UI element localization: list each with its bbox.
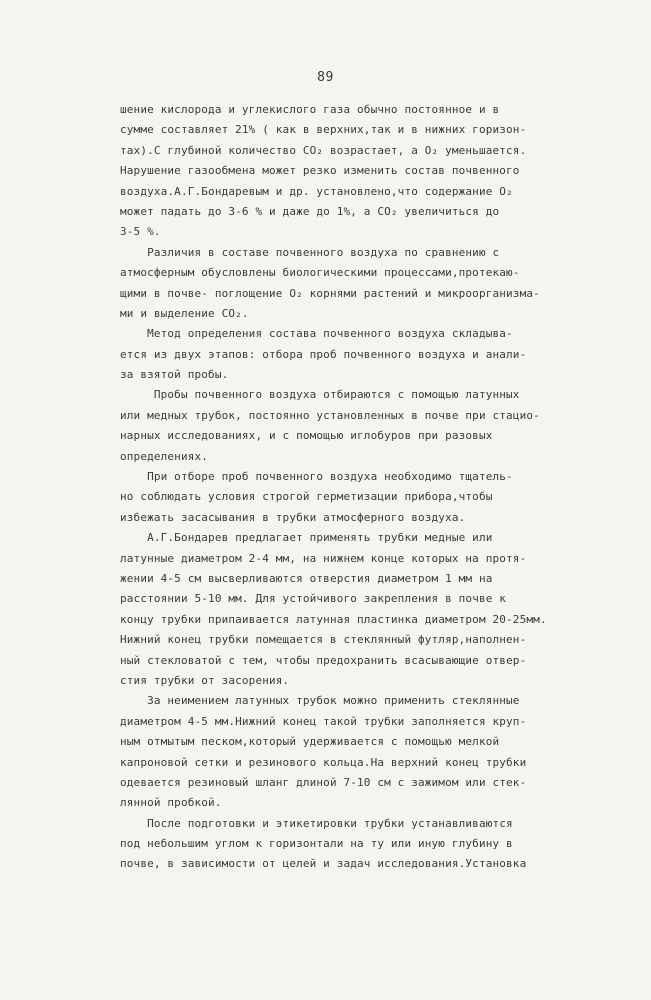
text-line: нарных исследованиях, и с помощью иглобуров при разовых [120, 429, 493, 443]
paragraph [120, 467, 590, 528]
text-line: атмосферным обусловлены биологическими процессами,протекаю- [120, 266, 520, 280]
text-line: диаметром 4-5 мм.Нижний конец такой трубки заполняется круп- [120, 714, 527, 728]
text-line: но соблюдать условия строгой герметизации прибора,чтобы [120, 490, 493, 504]
text-line: одевается резиновый шланг длиной 7-10 см с зажимом или стек- [120, 775, 527, 789]
text-line: ется из двух этапов: отбора проб почвенного воздуха и анали- [120, 347, 527, 361]
text-line: После подготовки и этикетировки трубки устанавливаются [120, 816, 513, 830]
text-line: сумме составляет 21% ( как в верхних,так и в нижних горизон- [120, 123, 527, 137]
page-number: 89 [317, 70, 334, 85]
text-line: За неимением латунных трубок можно применить стеклянные [120, 694, 520, 708]
text-line: за взятой пробы. [120, 368, 229, 382]
text-line: жении 4-5 см высверливаются отверстия диаметром 1 мм на [120, 571, 493, 585]
text-line: ми и выделение CO₂. [120, 306, 249, 320]
text-line: избежать засасывания в трубки атмосферного воздуха. [120, 510, 466, 524]
text-line: ным отмытым песком,который удерживается с помощью мелкой [120, 735, 500, 749]
paragraph [120, 100, 590, 243]
text-line: При отборе проб почвенного воздуха необходимо тщатель- [120, 470, 513, 484]
text-line: Пробы почвенного воздуха отбираются с помощью латунных [120, 388, 520, 402]
text-line: тах).С глубиной количество CO₂ возрастает, а O₂ уменьшается. [120, 143, 527, 157]
text-line: Нарушение газообмена может резко изменить состав почвенного [120, 164, 520, 178]
text-line: ный стекловатой с тем, чтобы предохранить всасывающие отвер- [120, 653, 527, 667]
text-line: латунные диаметром 2-4 мм, на нижнем конце которых на протя- [120, 551, 527, 565]
paragraph [120, 385, 590, 467]
text-line: воздуха.А.Г.Бондаревым и др. установлено,что содержание O₂ [120, 184, 513, 198]
text-line: концу трубки припаивается латунная пластинка диаметром 20-25мм. [120, 612, 547, 626]
text-line: щими в почве- поглощение O₂ корнями растений и микроорганизма- [120, 286, 540, 300]
text-line: стия трубки от засорения. [120, 673, 290, 687]
text-line: 3-5 %. [120, 225, 161, 239]
text-line: может падать до 3-6 % и даже до 1%, а CO₂ увеличиться до [120, 204, 500, 218]
text-line: расстоянии 5-10 мм. Для устойчивого закрепления в почве к [120, 592, 507, 606]
paragraph [120, 528, 590, 691]
text-line: Метод определения состава почвенного воздуха складыва- [120, 327, 513, 341]
body-text [120, 100, 590, 875]
text-line: А.Г.Бондарев предлагает применять трубки медные или [120, 531, 493, 545]
text-line: Нижний конец трубки помещается в стеклянный футляр,наполнен- [120, 633, 527, 647]
paragraph [120, 243, 590, 325]
text-line: Различия в составе почвенного воздуха по сравнению с [120, 245, 500, 259]
text-line: почве, в зависимости от целей и задач исследования.Установка [120, 857, 527, 871]
paragraph [120, 814, 590, 875]
text-line: капроновой сетки и резинового кольца.На верхний конец трубки [120, 755, 527, 769]
paragraph [120, 691, 590, 813]
text-line: под небольшим углом к горизонтали на ту или иную глубину в [120, 837, 513, 851]
text-line: определениях. [120, 449, 209, 463]
paragraph [120, 324, 590, 385]
text-line: лянной пробкой. [120, 796, 222, 810]
text-line: шение кислорода и углекислого газа обычно постоянное и в [120, 103, 500, 116]
text-line: или медных трубок, постоянно установленных в почве при стацио- [120, 408, 540, 422]
